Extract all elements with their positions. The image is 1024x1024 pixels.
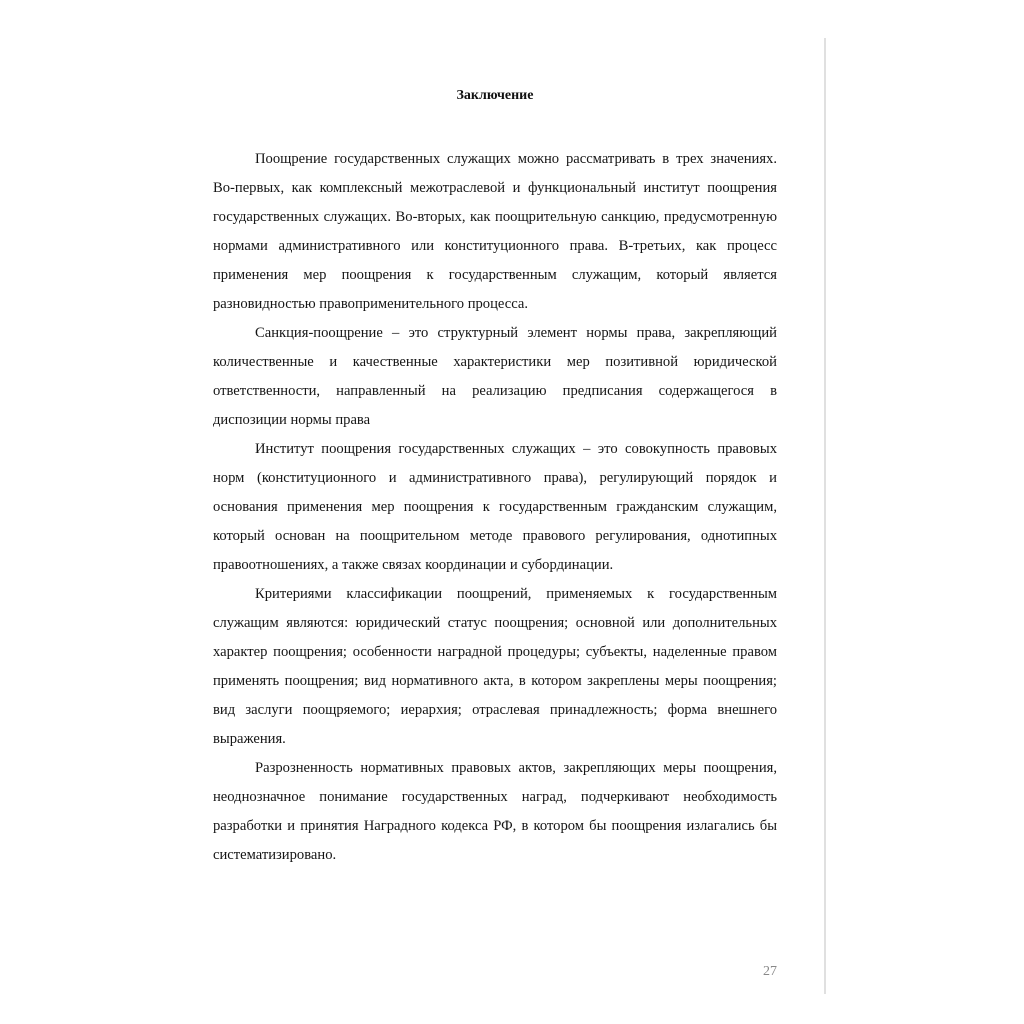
page-number: 27 [763,964,777,979]
paragraph-5: Разрозненность нормативных правовых актов, закрепляющих меры поощрения, неоднозначное понимание государственных наград, подчеркивают необходимость разработки и принятия Наградного кодекса РФ, в котором бы поощрения излагались бы систематизировано. [213,760,777,863]
page-title: Заключение [456,88,534,103]
page-edge-divider [824,38,826,994]
document-body [213,145,777,870]
paragraph-2: Санкция-поощрение – это структурный элемент нормы права, закрепляющий количественные и качественные характеристики мер позитивной юридической ответственности, направленный на реализацию предписания содержащегося в диспозиции нормы права [213,325,777,428]
paragraph-3: Институт поощрения государственных служащих – это совокупность правовых норм (конституционного и административного права), регулирующий порядок и основания применения мер поощрения к государственным гражданским служащим, который основан на поощрительном методе правового регулирования, однотипных правоотношениях, а также связах координации и субординации. [213,441,777,573]
paragraph-4: Критериями классификации поощрений, применяемых к государственным служащим являются: юридический статус поощрения; основной или дополнительных характер поощрения; особенности наградной процедуры; субъекты, наделенные правом применять поощрения; вид нормативного акта, в котором закреплены меры поощрения; вид заслуги поощряемого; иерархия; отраслевая принадлежность; форма внешнего выражения. [213,586,777,747]
paragraph-1: Поощрение государственных служащих можно рассматривать в трех значениях. Во-первых, как комплексный межотраслевой и функциональный институт поощрения государственных служащих. Во-вторых, как поощрительную санкцию, предусмотренную нормами административного или конституционного права. В-третьих, как процесс применения мер поощрения к государственным служащим, который является разновидностью правоприменительного процесса. [213,151,777,312]
